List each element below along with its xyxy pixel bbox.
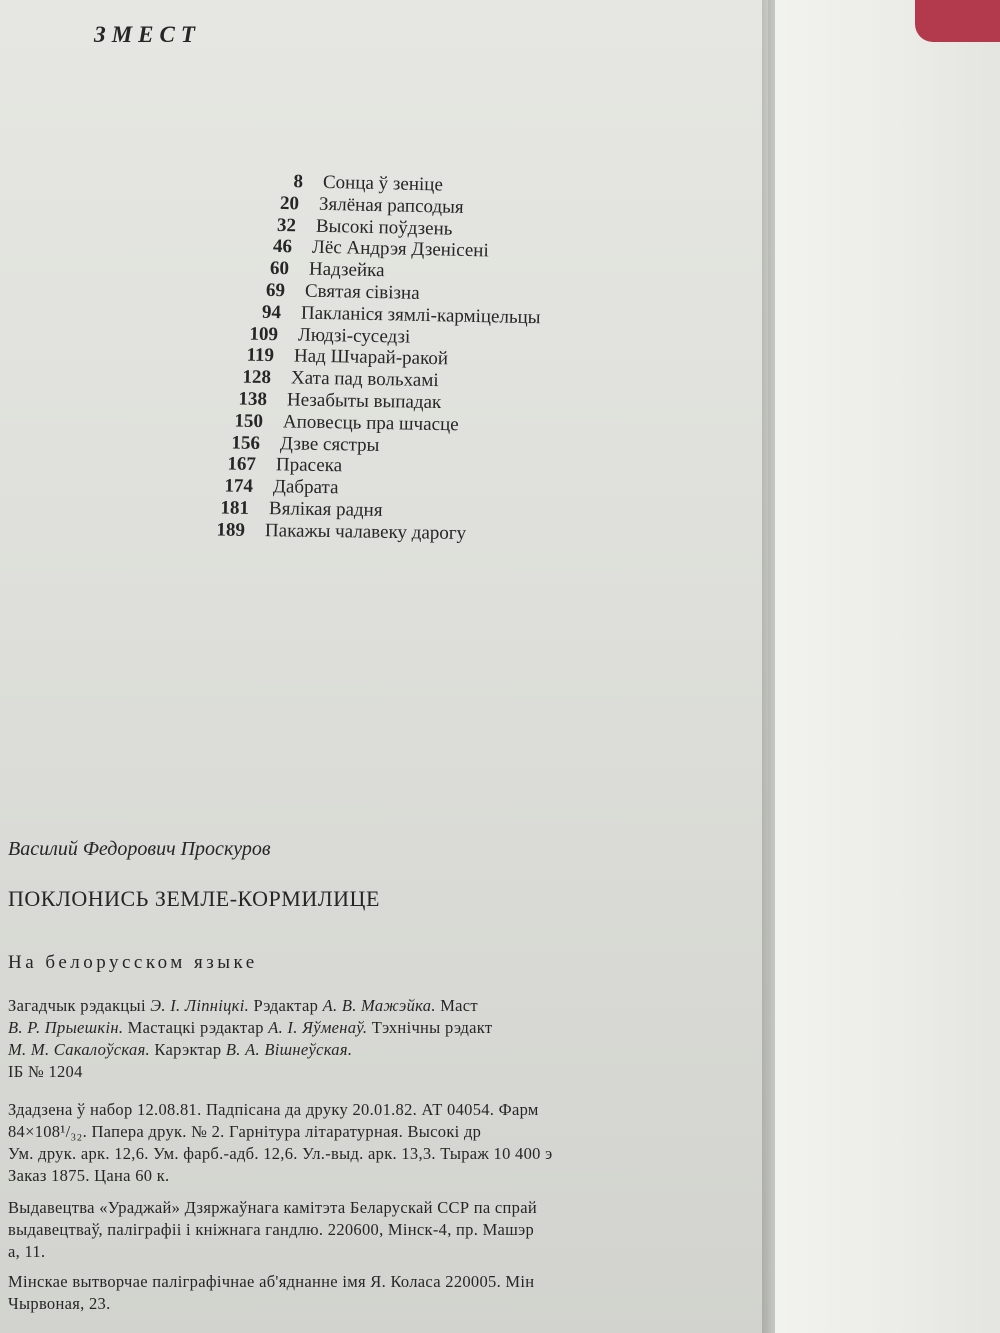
toc-title: Пакажы чалавеку дарогу bbox=[265, 519, 467, 544]
toc-page-number: 138 bbox=[238, 388, 268, 411]
publisher-line: выдавецтваў, паліграфіі і кніжнага гандлю. 220600, Мінск-4, пр. Машэр bbox=[8, 1220, 535, 1239]
toc-page-number: 69 bbox=[265, 279, 286, 302]
cover-edge bbox=[915, 0, 1000, 42]
publisher-line: Выдавецтва «Ураджай» Дзяржаўнага камітэта Беларускай ССР па спрай bbox=[8, 1198, 537, 1217]
toc-page-number: 128 bbox=[241, 366, 271, 389]
toc-page-number: 119 bbox=[246, 344, 275, 367]
staff-line: М. М. Сакалоўская. Карэктар В. А. Вішнеўская. bbox=[8, 1040, 353, 1059]
toc-title: Хата пад вольхамі bbox=[290, 367, 439, 392]
author-name: Василий Федорович Проскуров bbox=[8, 838, 271, 860]
toc-page-number: 189 bbox=[216, 519, 246, 541]
toc-page-number: 8 bbox=[293, 171, 304, 193]
toc-title: Надзейка bbox=[308, 258, 385, 282]
print-line: Заказ 1875. Цана 60 к. bbox=[8, 1166, 170, 1185]
printer-line: Чырвоная, 23. bbox=[8, 1294, 111, 1313]
print-line: Здадзена ў набор 12.08.81. Падпісана да друку 20.01.82. АТ 04054. Фарм bbox=[8, 1100, 539, 1119]
toc-title: Пакланіся зямлі-карміцельцы bbox=[301, 302, 542, 329]
publisher-line: а, 11. bbox=[8, 1242, 46, 1261]
toc-title: Над Шчарай-ракой bbox=[293, 345, 449, 370]
toc-title: Святая сівізна bbox=[304, 280, 420, 304]
print-line: 84×108¹/₃₂. Папера друк. № 2. Гарнітура літаратурная. Высокі др bbox=[8, 1122, 482, 1141]
toc-page-number: 32 bbox=[276, 214, 297, 236]
facing-page bbox=[775, 0, 1000, 1333]
toc-page-number: 167 bbox=[227, 453, 257, 476]
toc-title: Высокі поўдзень bbox=[315, 215, 453, 240]
book-title: ПОКЛОНИСЬ ЗЕМЛЕ-КОРМИЛИЦЕ bbox=[8, 886, 380, 911]
toc-title: Аповесць пра шчасце bbox=[283, 411, 460, 436]
toc-page-number: 20 bbox=[280, 192, 300, 215]
toc-page-number: 109 bbox=[249, 323, 278, 345]
staff-line: В. Р. Прыешкін. Мастацкі рэдактар А. І. Яўменаў. Тэхнічны рэдакт bbox=[8, 1018, 493, 1037]
contents-heading: ЗМЕСТ bbox=[94, 22, 201, 47]
toc-page-number: 46 bbox=[272, 236, 293, 258]
ib-number: ІБ № 1204 bbox=[8, 1062, 83, 1081]
language-note: На белорусском языке bbox=[8, 952, 258, 973]
toc-title: Зялёная рапсодыя bbox=[319, 193, 465, 218]
print-line: Ум. друк. арк. 12,6. Ум. фарб.-адб. 12,6. Ул.-выд. арк. 13,3. Тыраж 10 400 э bbox=[8, 1144, 553, 1163]
toc-page-number: 156 bbox=[231, 432, 260, 454]
toc-title: Вялікая радня bbox=[268, 498, 383, 521]
toc-page-number: 150 bbox=[234, 410, 264, 432]
toc-title: Лёс Андрэя Дзенісені bbox=[311, 237, 490, 262]
toc-page-number: 174 bbox=[223, 475, 253, 498]
staff-line: Загадчык рэдакцыі Э. І. Ліпніцкі. Рэдактар А. В. Мажэйка. Маст bbox=[8, 996, 478, 1015]
toc-title: Дабрата bbox=[272, 476, 339, 499]
toc-title: Незабыты выпадак bbox=[286, 389, 442, 414]
toc-title: Людзі-суседзі bbox=[297, 324, 411, 348]
toc-title: Сонца ў зеніце bbox=[322, 171, 444, 196]
toc-title: Дзве сястры bbox=[279, 432, 380, 456]
toc-page-number: 94 bbox=[262, 301, 282, 323]
toc-page-number: 60 bbox=[269, 258, 289, 280]
printer-line: Мінскае вытворчае паліграфічнае аб'яднанне імя Я. Коласа 220005. Мін bbox=[8, 1272, 535, 1291]
toc-title: Прасека bbox=[276, 454, 343, 477]
toc-page-number: 181 bbox=[220, 497, 250, 519]
